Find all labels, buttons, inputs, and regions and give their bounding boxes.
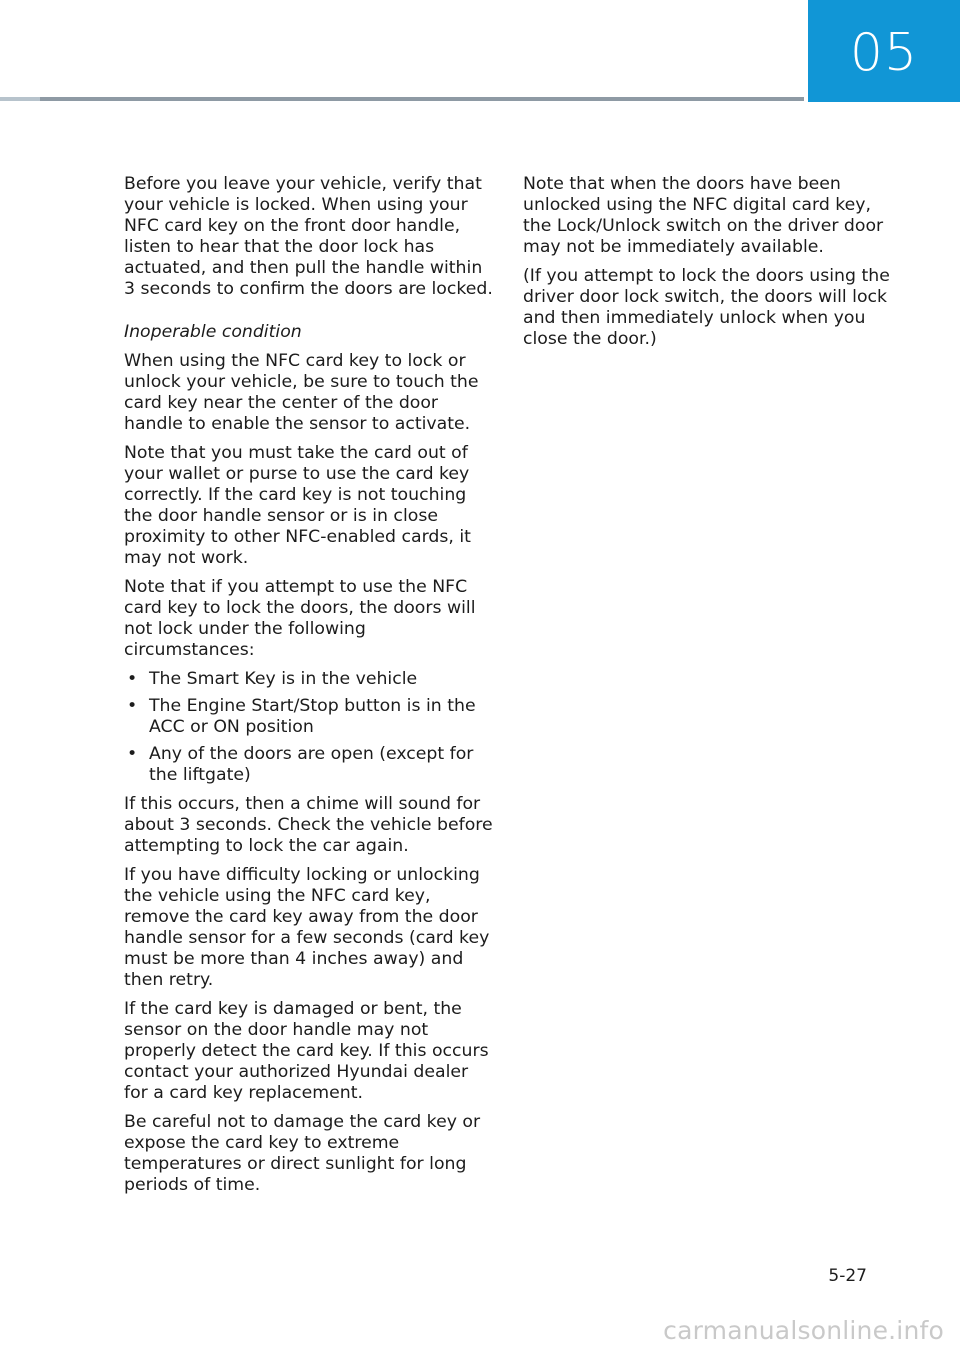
list-item-text: The Smart Key is in the vehicle	[149, 669, 418, 689]
paragraph-chime: If this occurs, then a chime will sound for about 3 seconds. Check the vehicle before attempting to lock the car again.	[124, 794, 493, 856]
header-rule	[0, 97, 804, 101]
paragraph-lock-circumstances: Note that if you attempt to use the NFC card key to lock the doors, the doors will not lock under the following circumstances:	[124, 577, 476, 660]
paragraph-difficulty: If you have difficulty locking or unlocking the vehicle using the NFC card key, remove the card key away from the door handle sensor for a few seconds (card key must be more than 4 inches away) and then retry.	[124, 865, 490, 990]
paragraph-remove-from-wallet: Note that you must take the card out of your wallet or purse to use the card key correctly. If the card key is not touching the door handle sensor or is in close proximity to other NFC-enabled cards, it may not work.	[124, 443, 471, 568]
paragraph-touch-center: When using the NFC card key to lock or unlock your vehicle, be sure to touch the card key near the center of the door handle to enable the sensor to activate.	[124, 351, 479, 434]
page-number: 5-27	[828, 1266, 867, 1286]
list-item-text: The Engine Start/Stop button is in the ACC or ON position	[149, 696, 476, 737]
chapter-tab	[808, 0, 960, 102]
paragraph-lock-switch-note: Note that when the doors have been unlocked using the NFC digital card key, the Lock/Unlock switch on the driver door may not be immediately available.	[523, 174, 884, 257]
paragraph-careful: Be careful not to damage the card key or expose the card key to extreme temperatures or direct sunlight for long periods of time.	[124, 1112, 481, 1195]
list-item	[124, 696, 494, 738]
intro-paragraph: Before you leave your vehicle, verify that your vehicle is locked. When using your NFC card key on the front door handle, listen to hear that the door lock has actuated, and then pull the handle within 3 seconds to confirm the doors are locked.	[124, 174, 493, 299]
section-subheading: Inoperable condition	[124, 322, 302, 342]
paragraph-lock-switch-parenthetical: (If you attempt to lock the doors using the driver door lock switch, the doors will lock and then immediately unlock when you close the door.)	[523, 266, 890, 349]
left-column	[124, 174, 494, 1204]
circumstances-list	[124, 669, 494, 786]
list-item	[124, 744, 494, 786]
list-item-text: Any of the doors are open (except for the liftgate)	[149, 744, 474, 785]
watermark: carmanualsonline.info	[663, 1316, 944, 1345]
bullet-icon: •	[127, 696, 138, 716]
bullet-icon: •	[127, 744, 138, 764]
right-column	[523, 174, 899, 358]
header-rule-accent	[0, 97, 40, 101]
chapter-number: 05	[849, 23, 919, 83]
paragraph-damaged-card: If the card key is damaged or bent, the sensor on the door handle may not properly detect the card key. If this occurs contact your authorized Hyundai dealer for a card key replacement.	[124, 999, 489, 1103]
list-item	[124, 669, 494, 690]
bullet-icon: •	[127, 669, 138, 689]
